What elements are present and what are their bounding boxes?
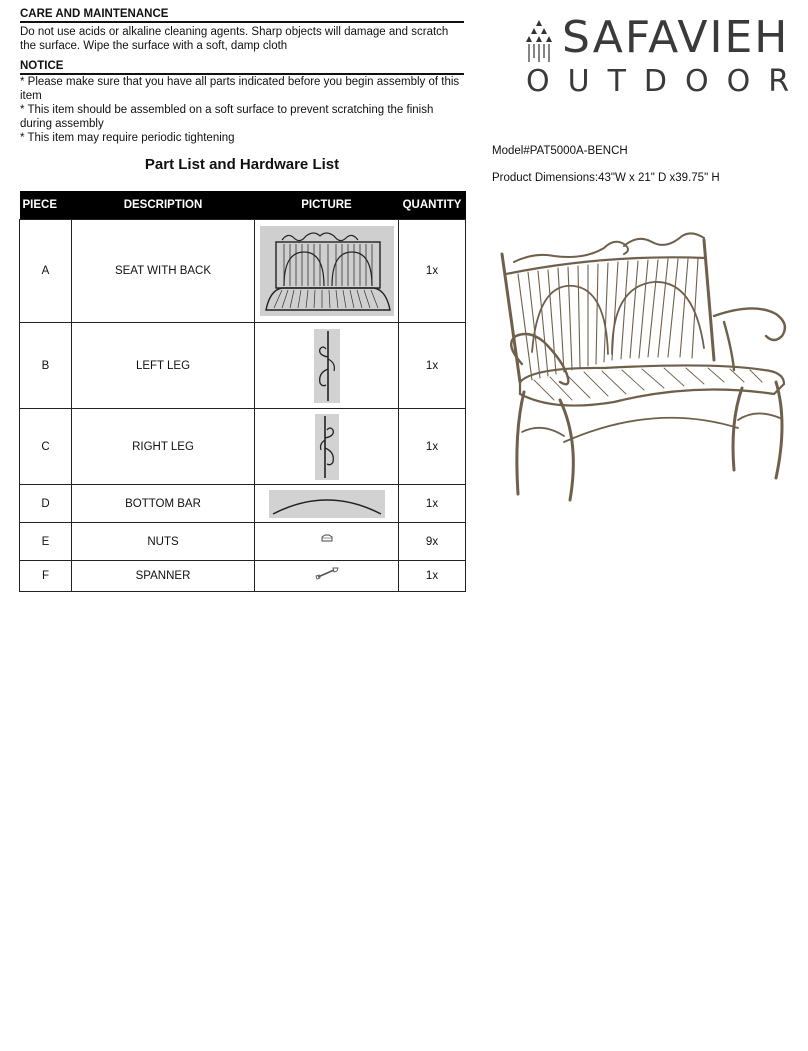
row-description: BOTTOM BAR <box>72 485 255 523</box>
row-description: LEFT LEG <box>72 323 255 409</box>
table-row <box>20 561 466 592</box>
row-piece: B <box>20 323 72 409</box>
row-piece: D <box>20 485 72 523</box>
row-description: SEAT WITH BACK <box>72 220 255 323</box>
notice-line: * This item may require periodic tightening <box>20 132 235 144</box>
nut-icon <box>255 523 399 561</box>
notice-line: * This item should be assembled on a soft surface to prevent scratching the finish during assembly <box>20 104 434 130</box>
table-row <box>20 485 466 523</box>
bench-photo <box>494 232 794 507</box>
left-leg-image <box>255 323 399 409</box>
care-title: CARE AND MAINTENANCE <box>20 8 464 23</box>
right-leg-image <box>255 409 399 485</box>
bottom-bar-image <box>255 485 399 523</box>
row-description: SPANNER <box>72 561 255 592</box>
row-quantity: 1x <box>399 220 466 323</box>
row-quantity: 1x <box>399 409 466 485</box>
notice-title: NOTICE <box>20 60 464 75</box>
notice-line: * Please make sure that you have all parts indicated before you begin assembly of this item <box>20 76 460 102</box>
table-row <box>20 220 466 323</box>
safavieh-outdoor-logo <box>524 12 808 99</box>
row-piece: A <box>20 220 72 323</box>
row-quantity: 9x <box>399 523 466 561</box>
table-row <box>20 523 466 561</box>
header-piece: PIECE <box>20 191 72 220</box>
header-picture: PICTURE <box>255 191 399 220</box>
table-row <box>20 323 466 409</box>
logo-mark-icon <box>524 18 554 64</box>
row-description: NUTS <box>72 523 255 561</box>
row-piece: F <box>20 561 72 592</box>
model-number: Model#PAT5000A-BENCH <box>492 145 628 157</box>
header-description: DESCRIPTION <box>72 191 255 220</box>
care-body: Do not use acids or alkaline cleaning agents. Sharp objects will damage and scratch the surface. Wipe the surface with a soft, damp cloth <box>20 26 449 52</box>
parts-table-title: Part List and Hardware List <box>144 156 340 173</box>
spanner-icon <box>255 561 399 592</box>
row-piece: E <box>20 523 72 561</box>
table-row <box>20 409 466 485</box>
logo-subbrand-text: OUTDOOR <box>526 64 808 99</box>
seat-with-back-image <box>255 220 399 323</box>
row-description: RIGHT LEG <box>72 409 255 485</box>
row-quantity: 1x <box>399 323 466 409</box>
row-quantity: 1x <box>399 485 466 523</box>
instructions-column <box>20 8 464 145</box>
header-quantity: QUANTITY <box>399 191 466 220</box>
product-dimensions: Product Dimensions:43"W x 21" D x39.75" H <box>492 172 720 184</box>
row-quantity: 1x <box>399 561 466 592</box>
parts-table-header <box>20 191 466 220</box>
logo-brand-text: SAFAVIEH <box>562 12 790 63</box>
row-piece: C <box>20 409 72 485</box>
parts-table <box>19 191 466 592</box>
